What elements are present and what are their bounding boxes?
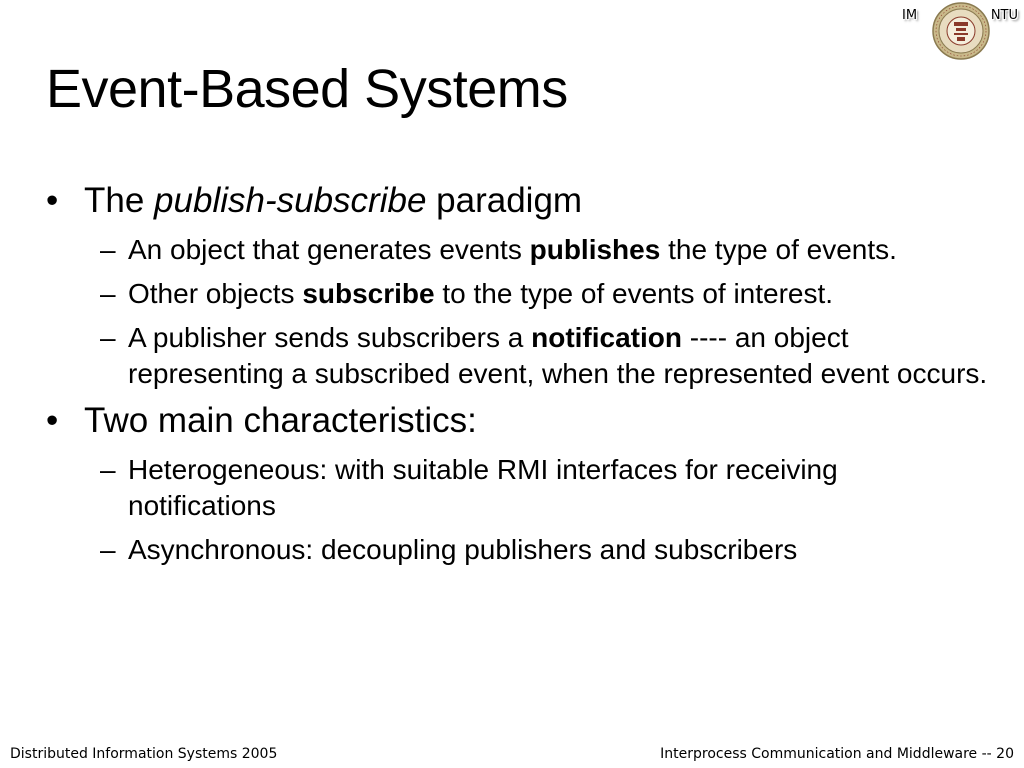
sub-bullet-subscribe [44, 276, 988, 312]
bullet-text-emphasis: publish-subscribe [154, 181, 427, 220]
slide-body [44, 180, 1004, 576]
sub-bullet-notification [44, 320, 988, 392]
dash-icon: – [100, 278, 116, 309]
header-badge [902, 2, 1018, 62]
university-seal-icon [932, 2, 990, 60]
sub-bullet-keyword: publishes [529, 234, 661, 265]
sub-bullet-text: Asynchronous: decoupling publishers and subscribers [128, 534, 798, 565]
sub-bullet-text: to the type of events of interest. [434, 278, 834, 309]
bullet-text: Two main characteristics: [84, 401, 477, 440]
dash-icon: – [100, 322, 116, 353]
footer-lecture-page: Interprocess Communication and Middleware -- 20 [660, 746, 1014, 762]
sub-bullet-text: ---- an object representing a subscribed event, when the represented event occurs. [128, 322, 988, 389]
bullet-dot-icon: • [46, 401, 59, 440]
badge-label-ntu: NTU [990, 8, 1018, 23]
badge-label-im: IM [902, 8, 918, 23]
bullet-text-prefix: The [84, 181, 155, 220]
sub-bullet-heterogeneous [44, 452, 988, 524]
footer-course-title: Distributed Information Systems 2005 [10, 746, 278, 762]
sub-bullet-keyword: notification [531, 322, 682, 353]
sub-bullet-text: the type of events. [660, 234, 897, 265]
sub-bullet-text: A publisher sends subscribers a [128, 322, 532, 353]
dash-icon: – [100, 454, 116, 485]
dash-icon: – [100, 234, 116, 265]
sub-bullet-asynchronous [44, 532, 988, 568]
sub-bullet-text: An object that generates events [128, 234, 530, 265]
sub-bullet-keyword: subscribe [302, 278, 435, 309]
sub-bullet-publishes [44, 232, 988, 268]
bullet-dot-icon: • [46, 181, 59, 220]
dash-icon: – [100, 534, 116, 565]
slide-title: Event-Based Systems [46, 59, 568, 119]
sub-bullet-text: Heterogeneous: with suitable RMI interfaces for receiving notifications [128, 454, 838, 521]
bullet-text-suffix: paradigm [426, 181, 583, 220]
bullet-publish-subscribe [44, 180, 1004, 222]
bullet-characteristics [44, 400, 1004, 442]
sub-bullet-text: Other objects [128, 278, 303, 309]
